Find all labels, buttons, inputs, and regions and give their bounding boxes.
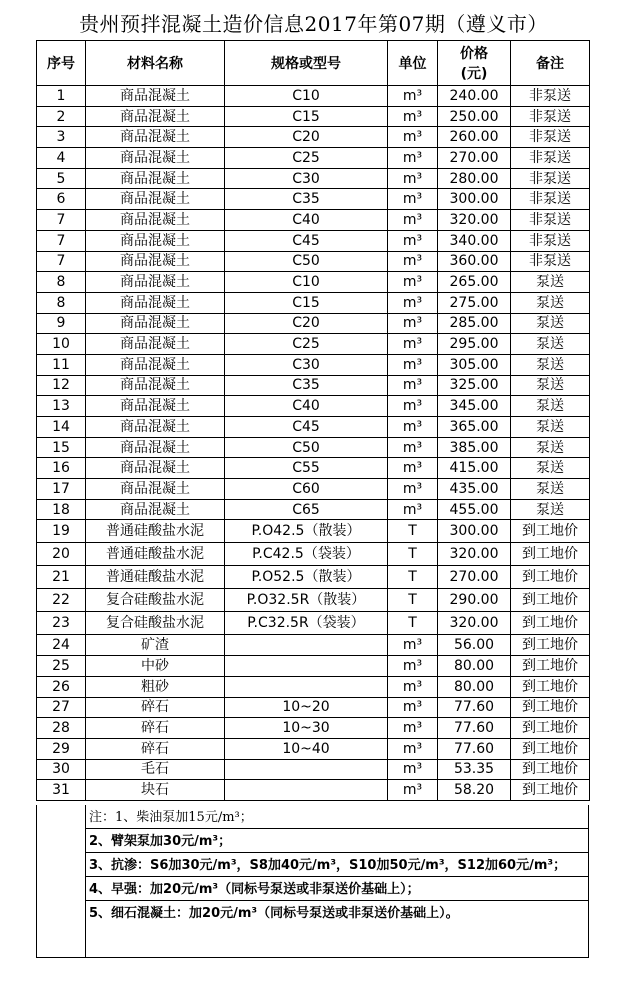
cell-price: 320.00 — [438, 612, 511, 635]
cell-unit: m³ — [388, 375, 438, 396]
cell-spec: C35 — [225, 189, 388, 210]
cell-seq: 8 — [37, 292, 86, 313]
cell-spec: C50 — [225, 437, 388, 458]
cell-remark: 到工地价 — [511, 697, 590, 718]
cell-price: 77.60 — [438, 697, 511, 718]
cell-price: 77.60 — [438, 738, 511, 759]
cell-price: 77.60 — [438, 718, 511, 739]
cell-seq: 26 — [37, 676, 86, 697]
cell-remark: 泵送 — [511, 354, 590, 375]
cell-seq: 29 — [37, 738, 86, 759]
cell-name: 商品混凝土 — [86, 148, 225, 169]
cell-spec: P.O32.5R（散装） — [225, 589, 388, 612]
cell-remark: 非泵送 — [511, 127, 590, 148]
cell-unit: m³ — [388, 127, 438, 148]
cell-price: 365.00 — [438, 417, 511, 438]
cell-spec: C55 — [225, 458, 388, 479]
cell-remark: 到工地价 — [511, 718, 590, 739]
cell-price: 455.00 — [438, 499, 511, 520]
cell-name: 商品混凝土 — [86, 189, 225, 210]
cell-remark: 非泵送 — [511, 210, 590, 231]
cell-remark: 到工地价 — [511, 780, 590, 801]
cell-name: 商品混凝土 — [86, 210, 225, 231]
cell-price: 275.00 — [438, 292, 511, 313]
cell-price: 300.00 — [438, 189, 511, 210]
cell-remark: 非泵送 — [511, 106, 590, 127]
cell-spec: C10 — [225, 272, 388, 293]
cell-name: 普通硅酸盐水泥 — [86, 543, 225, 566]
table-row — [37, 738, 590, 759]
header-price-label: 价格 — [460, 46, 488, 62]
cell-seq: 15 — [37, 437, 86, 458]
cell-seq: 20 — [37, 543, 86, 566]
table-header-row — [37, 41, 590, 86]
cell-spec: C25 — [225, 148, 388, 169]
cell-price: 80.00 — [438, 676, 511, 697]
cell-unit: m³ — [388, 354, 438, 375]
cell-seq: 17 — [37, 479, 86, 500]
cell-seq: 12 — [37, 375, 86, 396]
cell-spec — [225, 656, 388, 677]
cell-seq: 24 — [37, 635, 86, 656]
table-row — [37, 189, 590, 210]
cell-seq: 19 — [37, 520, 86, 543]
cell-unit: m³ — [388, 148, 438, 169]
cell-price: 280.00 — [438, 168, 511, 189]
cell-unit: m³ — [388, 458, 438, 479]
cell-price: 80.00 — [438, 656, 511, 677]
cell-unit: T — [388, 612, 438, 635]
cell-remark: 泵送 — [511, 417, 590, 438]
cell-seq: 7 — [37, 251, 86, 272]
cell-price: 270.00 — [438, 566, 511, 589]
cell-spec: P.O52.5（散装） — [225, 566, 388, 589]
cell-unit: T — [388, 566, 438, 589]
note-line: 4、早强：加20元/m³（同标号泵送或非泵送价基础上）； — [86, 877, 588, 901]
table-row — [37, 566, 590, 589]
cell-spec: C25 — [225, 334, 388, 355]
cell-remark: 泵送 — [511, 313, 590, 334]
cell-remark: 泵送 — [511, 437, 590, 458]
cell-name: 普通硅酸盐水泥 — [86, 566, 225, 589]
cell-seq: 14 — [37, 417, 86, 438]
cell-spec — [225, 635, 388, 656]
cell-name: 商品混凝土 — [86, 230, 225, 251]
table-row — [37, 499, 590, 520]
cell-remark: 到工地价 — [511, 612, 590, 635]
cell-unit: m³ — [388, 251, 438, 272]
cell-name: 商品混凝土 — [86, 437, 225, 458]
cell-unit: T — [388, 520, 438, 543]
table-row — [37, 589, 590, 612]
table-row — [37, 292, 590, 313]
table-row — [37, 612, 590, 635]
cell-name: 复合硅酸盐水泥 — [86, 589, 225, 612]
cell-unit: m³ — [388, 417, 438, 438]
cell-unit: m³ — [388, 718, 438, 739]
cell-name: 块石 — [86, 780, 225, 801]
cell-seq: 31 — [37, 780, 86, 801]
table-row — [37, 396, 590, 417]
cell-name: 中砂 — [86, 656, 225, 677]
cell-unit: m³ — [388, 499, 438, 520]
cell-seq: 1 — [37, 86, 86, 107]
cell-remark: 到工地价 — [511, 520, 590, 543]
cell-remark: 泵送 — [511, 292, 590, 313]
cell-seq: 30 — [37, 759, 86, 780]
cell-spec: C20 — [225, 313, 388, 334]
cell-seq: 4 — [37, 148, 86, 169]
cell-spec: C15 — [225, 106, 388, 127]
cell-spec: C35 — [225, 375, 388, 396]
cell-unit: m³ — [388, 230, 438, 251]
cell-price: 360.00 — [438, 251, 511, 272]
cell-price: 435.00 — [438, 479, 511, 500]
table-row — [37, 718, 590, 739]
cell-seq: 21 — [37, 566, 86, 589]
table-row — [37, 106, 590, 127]
table-row — [37, 148, 590, 169]
table-row — [37, 86, 590, 107]
note-line: 注：1、柴油泵加15元/m³； — [86, 805, 588, 829]
cell-name: 碎石 — [86, 718, 225, 739]
cell-name: 商品混凝土 — [86, 499, 225, 520]
cell-remark: 泵送 — [511, 272, 590, 293]
cell-seq: 13 — [37, 396, 86, 417]
cell-name: 商品混凝土 — [86, 168, 225, 189]
table-row — [37, 210, 590, 231]
cell-remark: 到工地价 — [511, 543, 590, 566]
cell-price: 290.00 — [438, 589, 511, 612]
cell-unit: m³ — [388, 479, 438, 500]
cell-unit: m³ — [388, 334, 438, 355]
cell-unit: m³ — [388, 635, 438, 656]
cell-price: 58.20 — [438, 780, 511, 801]
cell-seq: 10 — [37, 334, 86, 355]
cell-spec: C65 — [225, 499, 388, 520]
cell-name: 碎石 — [86, 738, 225, 759]
cell-price: 305.00 — [438, 354, 511, 375]
cell-name: 商品混凝土 — [86, 354, 225, 375]
cell-price: 325.00 — [438, 375, 511, 396]
cell-price: 320.00 — [438, 210, 511, 231]
cell-seq: 23 — [37, 612, 86, 635]
cell-spec: C10 — [225, 86, 388, 107]
cell-name: 商品混凝土 — [86, 272, 225, 293]
cell-unit: m³ — [388, 272, 438, 293]
note-line: 2、臂架泵加30元/m³； — [86, 829, 588, 853]
cell-name: 矿渣 — [86, 635, 225, 656]
cell-price: 320.00 — [438, 543, 511, 566]
table-row — [37, 251, 590, 272]
table-row — [37, 697, 590, 718]
cell-seq: 16 — [37, 458, 86, 479]
table-row — [37, 375, 590, 396]
cell-price: 250.00 — [438, 106, 511, 127]
cell-name: 商品混凝土 — [86, 313, 225, 334]
cell-seq: 3 — [37, 127, 86, 148]
notes-lines — [86, 805, 588, 924]
cell-name: 商品混凝土 — [86, 458, 225, 479]
cell-unit: T — [388, 589, 438, 612]
table-row — [37, 272, 590, 293]
cell-seq: 22 — [37, 589, 86, 612]
cell-unit: m³ — [388, 396, 438, 417]
table-row — [37, 780, 590, 801]
cell-unit: m³ — [388, 292, 438, 313]
cell-price: 265.00 — [438, 272, 511, 293]
cell-seq: 27 — [37, 697, 86, 718]
table-row — [37, 230, 590, 251]
cell-unit: m³ — [388, 676, 438, 697]
page-title: 贵州预拌混凝土造价信息2017年第07期（遵义市） — [79, 12, 548, 36]
cell-price: 270.00 — [438, 148, 511, 169]
cell-name: 碎石 — [86, 697, 225, 718]
cell-seq: 2 — [37, 106, 86, 127]
cell-remark: 到工地价 — [511, 566, 590, 589]
table-row — [37, 127, 590, 148]
cell-spec: P.C42.5（袋装） — [225, 543, 388, 566]
table-row — [37, 656, 590, 677]
cell-name: 商品混凝土 — [86, 86, 225, 107]
cell-spec: C45 — [225, 417, 388, 438]
note-line: 5、细石混凝土：加20元/m³（同标号泵送或非泵送价基础上）。 — [89, 906, 459, 921]
header-price-unit: (元) — [460, 66, 488, 82]
cell-unit: m³ — [388, 759, 438, 780]
cell-remark: 泵送 — [511, 375, 590, 396]
cell-spec: 10~40 — [225, 738, 388, 759]
cell-spec: C20 — [225, 127, 388, 148]
cell-spec — [225, 780, 388, 801]
cell-name: 商品混凝土 — [86, 396, 225, 417]
table-row — [37, 334, 590, 355]
cell-spec: C45 — [225, 230, 388, 251]
header-seq: 序号 — [37, 41, 86, 86]
cell-unit: m³ — [388, 106, 438, 127]
cell-seq: 8 — [37, 272, 86, 293]
cell-unit: m³ — [388, 168, 438, 189]
cell-name: 复合硅酸盐水泥 — [86, 612, 225, 635]
cell-seq: 6 — [37, 189, 86, 210]
cell-price: 385.00 — [438, 437, 511, 458]
cell-price: 240.00 — [438, 86, 511, 107]
cell-price: 300.00 — [438, 520, 511, 543]
notes-gutter — [37, 805, 86, 957]
cell-price: 56.00 — [438, 635, 511, 656]
notes-section — [36, 805, 589, 958]
cell-remark: 泵送 — [511, 396, 590, 417]
cell-price: 415.00 — [438, 458, 511, 479]
cell-unit: T — [388, 543, 438, 566]
header-price — [438, 41, 511, 86]
cell-seq: 28 — [37, 718, 86, 739]
cell-name: 商品混凝土 — [86, 292, 225, 313]
cell-remark: 泵送 — [511, 499, 590, 520]
cell-seq: 5 — [37, 168, 86, 189]
header-spec: 规格或型号 — [225, 41, 388, 86]
cell-unit: m³ — [388, 189, 438, 210]
cell-spec: C40 — [225, 396, 388, 417]
table-row — [37, 168, 590, 189]
cell-seq: 18 — [37, 499, 86, 520]
cell-remark: 到工地价 — [511, 656, 590, 677]
table-row — [37, 479, 590, 500]
cell-name: 商品混凝土 — [86, 334, 225, 355]
cell-price: 53.35 — [438, 759, 511, 780]
table-row — [37, 354, 590, 375]
cell-name: 商品混凝土 — [86, 479, 225, 500]
cell-seq: 7 — [37, 210, 86, 231]
table-row — [37, 759, 590, 780]
header-remark: 备注 — [511, 41, 590, 86]
table-row — [37, 676, 590, 697]
cell-spec: 10~20 — [225, 697, 388, 718]
cell-remark: 到工地价 — [511, 759, 590, 780]
cell-remark: 到工地价 — [511, 635, 590, 656]
cell-remark: 泵送 — [511, 334, 590, 355]
cell-spec: P.O42.5（散装） — [225, 520, 388, 543]
cell-spec — [225, 676, 388, 697]
table-row — [37, 313, 590, 334]
header-name: 材料名称 — [86, 41, 225, 86]
table-row — [37, 458, 590, 479]
cell-name: 商品混凝土 — [86, 127, 225, 148]
table-row — [37, 543, 590, 566]
cell-unit: m³ — [388, 210, 438, 231]
cell-remark: 非泵送 — [511, 189, 590, 210]
table-row — [37, 520, 590, 543]
cell-unit: m³ — [388, 656, 438, 677]
table-body — [37, 86, 590, 801]
cell-name: 商品混凝土 — [86, 106, 225, 127]
cell-remark: 泵送 — [511, 458, 590, 479]
cell-spec: P.C32.5R（袋装） — [225, 612, 388, 635]
cell-remark: 非泵送 — [511, 230, 590, 251]
header-unit: 单位 — [388, 41, 438, 86]
cell-remark: 泵送 — [511, 479, 590, 500]
cell-name: 商品混凝土 — [86, 375, 225, 396]
cell-spec — [225, 759, 388, 780]
cell-unit: m³ — [388, 780, 438, 801]
cell-spec: C30 — [225, 354, 388, 375]
cell-remark: 非泵送 — [511, 86, 590, 107]
table-row — [37, 417, 590, 438]
cell-name: 普通硅酸盐水泥 — [86, 520, 225, 543]
cell-unit: m³ — [388, 86, 438, 107]
cell-price: 345.00 — [438, 396, 511, 417]
price-table — [36, 40, 590, 801]
cell-remark: 非泵送 — [511, 251, 590, 272]
cell-name: 粗砂 — [86, 676, 225, 697]
cell-unit: m³ — [388, 437, 438, 458]
cell-name: 商品混凝土 — [86, 417, 225, 438]
cell-name: 商品混凝土 — [86, 251, 225, 272]
cell-remark: 到工地价 — [511, 589, 590, 612]
cell-unit: m³ — [388, 738, 438, 759]
cell-remark: 到工地价 — [511, 676, 590, 697]
cell-unit: m³ — [388, 313, 438, 334]
cell-name: 毛石 — [86, 759, 225, 780]
cell-price: 340.00 — [438, 230, 511, 251]
cell-remark: 非泵送 — [511, 148, 590, 169]
cell-price: 295.00 — [438, 334, 511, 355]
table-row — [37, 635, 590, 656]
cell-spec: 10~30 — [225, 718, 388, 739]
cell-unit: m³ — [388, 697, 438, 718]
cell-spec: C40 — [225, 210, 388, 231]
cell-price: 260.00 — [438, 127, 511, 148]
cell-spec: C60 — [225, 479, 388, 500]
cell-spec: C15 — [225, 292, 388, 313]
cell-price: 285.00 — [438, 313, 511, 334]
table-row — [37, 437, 590, 458]
cell-seq: 25 — [37, 656, 86, 677]
note-line: 3、抗渗：S6加30元/m³，S8加40元/m³，S10加50元/m³，S12加60元/m³； — [86, 853, 588, 877]
cell-seq: 9 — [37, 313, 86, 334]
cell-spec: C30 — [225, 168, 388, 189]
cell-remark: 到工地价 — [511, 738, 590, 759]
cell-seq: 11 — [37, 354, 86, 375]
cell-remark: 非泵送 — [511, 168, 590, 189]
cell-seq: 7 — [37, 230, 86, 251]
cell-spec: C50 — [225, 251, 388, 272]
